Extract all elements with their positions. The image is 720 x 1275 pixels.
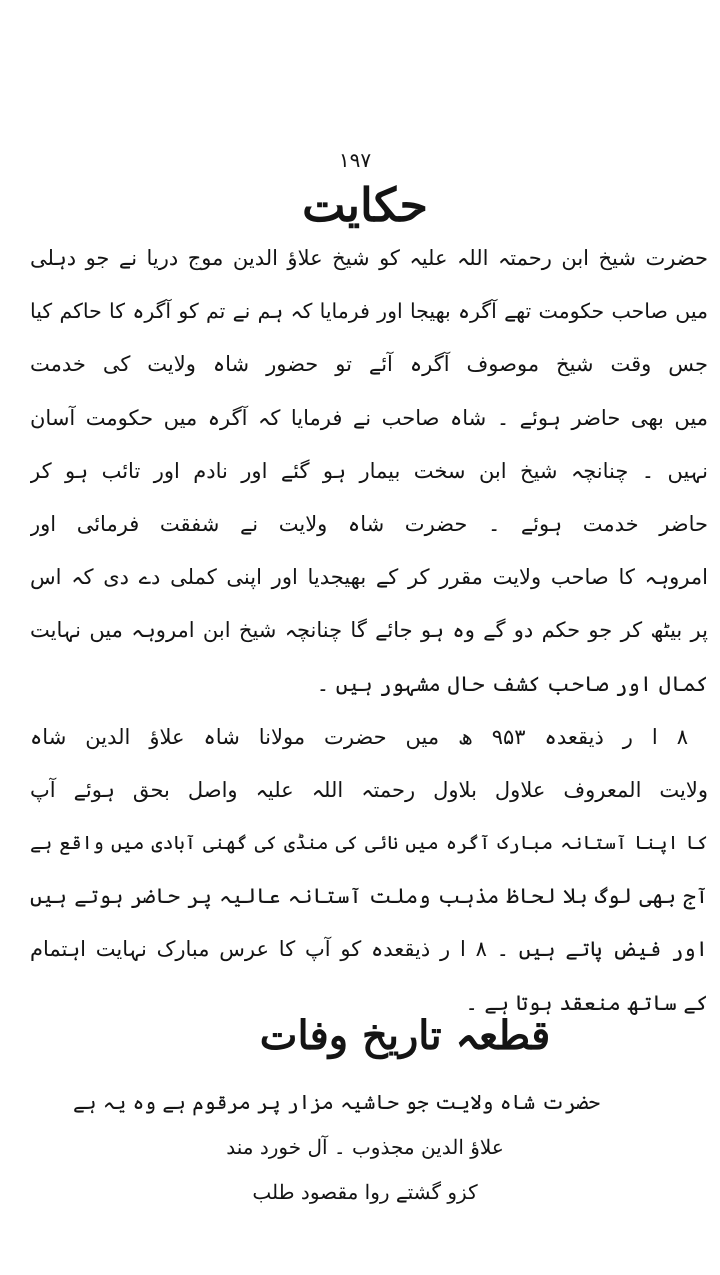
body-text — [30, 232, 708, 1030]
body-line: کا اپنا آستانہ مبارک آگرہ میں نائی کی منڈی کی گھنی آبادی میں واقع ہے — [30, 832, 708, 855]
page-number: ۱۹۷ — [338, 148, 372, 172]
verse-line: کزو گشتے روا مقصود طلب — [252, 1180, 478, 1204]
heading-qita-tarikh-wafat: قطعہ تاریخ وفات — [259, 1012, 551, 1059]
body-line: پر بیٹھ کر جو حکم دو گے وہ ہو جائے گا چنانچہ شیخ ابن امروہہ میں نہایت — [30, 618, 708, 643]
body-line: میں بھی حاضر ہوئے ۔ شاہ صاحب نے فرمایا کہ آگرہ میں حکومت آسان — [30, 405, 708, 430]
body-line: کے ساتھ منعقد ہوتا ہے ۔ — [465, 990, 708, 1015]
body-line: کمال اور صاحب کشف حال مشہور ہیں ۔ — [316, 671, 708, 696]
body-line: آج بھی لوگ بلا لحاظ مذہب وملت آستانہ عالیہ پر حاضر ہوتے ہیں — [30, 884, 708, 909]
body-line: جس وقت شیخ موصوف آگرہ آئے تو حضور شاہ ولایت کی خدمت — [30, 352, 708, 377]
body-line: میں صاحب حکومت تھے آگرہ بھیجا اور فرمایا کہ ہم نے تم کو آگرہ کا حاکم کیا — [30, 299, 708, 324]
body-line: حاضر خدمت ہوئے ۔ حضرت شاہ ولایت نے شفقت فرمائی اور — [30, 511, 708, 536]
body-line: اور فیض پاتے ہیں ۔ ۸ ا ر ذیقعدہ کو آپ کا عرس مبارک نہایت اہتمام — [30, 937, 708, 962]
body-line: نہیں ۔ چنانچہ شیخ ابن سخت بیمار ہو گئے اور نادم اور تائب ہو کر — [30, 458, 708, 483]
heading-hikayat: حکایت — [302, 178, 428, 232]
verse-line: علاؤ الدین مجذوب ۔ آل خورد مند — [226, 1135, 504, 1159]
chronogram-intro: حضرت شاہ ولایت جو حاشیہ مزار پر مرقوم ہے وہ یہ ہے — [73, 1090, 600, 1114]
body-line: امروہہ کا صاحب ولایت مقرر کر کے بھیجدیا اور اپنی کملی دے دی کہ اس — [30, 565, 708, 590]
body-line: ۸ ا ر ذیقعدہ ۹۵۳ ھ میں حضرت مولانا شاہ علاؤ الدین شاہ — [30, 724, 688, 749]
body-line: ولایت المعروف علاول بلاول رحمتہ اللہ علیہ واصل بحق ہوئے آپ — [30, 777, 708, 802]
body-line: حضرت شیخ ابن رحمتہ اللہ علیہ کو شیخ علاؤ الدین موج دریا نے جو دہلی — [30, 246, 708, 270]
